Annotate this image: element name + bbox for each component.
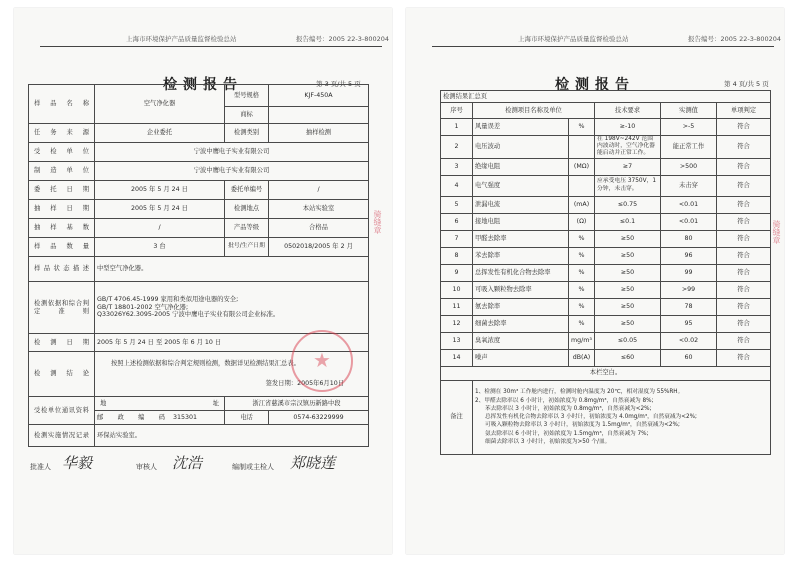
row-unit [569, 136, 595, 159]
row-judgement: 符合 [717, 349, 771, 366]
blank-note: 本栏空白。 [441, 366, 771, 380]
row-judgement: 符合 [717, 332, 771, 349]
row-measured: >99 [661, 281, 717, 298]
label-manufacturer: 制造单位 [29, 162, 95, 181]
row-judgement: 符合 [717, 196, 771, 213]
row-unit: mg/m³ [569, 332, 595, 349]
row-measured: <0.01 [661, 196, 717, 213]
summary-title: 检测结果汇总页 [441, 91, 771, 103]
row-judgement: 符合 [717, 298, 771, 315]
seam-stamp-left: 骑缝章 [373, 210, 382, 234]
label-test-type: 检测类别 [225, 124, 269, 143]
value-test-date: 2005 年 5 月 24 日 至 2005 年 6 月 10 日 [95, 334, 369, 352]
row-item: 总挥发性有机化合物去除率 [473, 264, 569, 281]
row-unit: % [569, 247, 595, 264]
row-requirement: ≥50 [595, 230, 661, 247]
value-entrust-no: / [269, 181, 369, 200]
approver-label: 批准人 [30, 463, 51, 471]
row-requirement: 在 198V~242V 范围内波动时，空气净化器能启动并正常工作。 [595, 136, 661, 159]
value-test-type: 抽样检测 [269, 124, 369, 143]
row-item: 绝缘电阻 [473, 158, 569, 175]
row-no: 5 [441, 196, 473, 213]
table-row [441, 349, 771, 366]
row-judgement: 符合 [717, 213, 771, 230]
row-requirement: ≤0.75 [595, 196, 661, 213]
table-row [441, 158, 771, 175]
table-row [441, 315, 771, 332]
conclusion-text: 按照上述检测依据和综合判定规则检测，数据详见检测结果汇总表。 [111, 360, 300, 368]
row-measured: 未击穿 [661, 175, 717, 196]
report-title: 检测报告 [163, 77, 243, 93]
label-test-date: 检测日期 [29, 334, 95, 352]
row-no: 6 [441, 213, 473, 230]
issue-date: 签发日期：2005年6月10日 [265, 380, 344, 387]
row-judgement: 符合 [717, 158, 771, 175]
row-unit: (MΩ) [569, 158, 595, 175]
row-unit: % [569, 264, 595, 281]
row-item: 泄漏电流 [473, 196, 569, 213]
value-basis [95, 282, 369, 334]
row-no: 8 [441, 247, 473, 264]
row-unit: dB(A) [569, 349, 595, 366]
col-header-measured: 实测值 [661, 103, 717, 119]
row-unit [569, 175, 595, 196]
value-address: 浙江省慈溪市宗汉镇历新路中段 [225, 397, 369, 411]
value-manufacturer: 宁波中鹰电子实业有限公司 [95, 162, 369, 181]
label-sample-name: 样品名称 [29, 85, 95, 124]
header-rule [40, 46, 382, 47]
remark-line: 总挥发性有机化合物去除率以 3 小时计，初始浓度为 4.0mg/m³，自然衰减为<2%; [485, 414, 697, 421]
label-entrust-date: 委托日期 [29, 181, 95, 200]
row-judgement: 符合 [717, 175, 771, 196]
row-unit: (mA) [569, 196, 595, 213]
header-rule [432, 46, 774, 47]
label-address: 地址 [95, 397, 225, 411]
remark-line: 氨去除率以 6 小时计，初始浓度为 1.5mg/m³，自然衰减为 7%; [485, 430, 649, 437]
page-number: 第 3 页/共 5 页 [316, 80, 361, 88]
col-header-item: 检测项目名称及单位 [473, 103, 595, 119]
remark-line: 细菌去除率以 3 小时计，初始浓度为>50 个/皿。 [485, 438, 611, 445]
row-item: 风量误差 [473, 119, 569, 136]
report-title: 检测报告 [555, 77, 635, 93]
remarks-text [473, 380, 771, 454]
label-sample-qty: 样品数量 [29, 238, 95, 257]
header-org: 上海市环境保护产品质量监督检验总站 [126, 35, 237, 43]
table-row [441, 196, 771, 213]
remark-line: 可吸入颗粒物去除率以 3 小时计，初始浓度为 1.5mg/m³，自然衰减为<2%; [485, 422, 680, 429]
row-measured: 99 [661, 264, 717, 281]
row-judgement: 符合 [717, 136, 771, 159]
label-product-grade: 产品等级 [225, 219, 269, 238]
remark-line: 1、检测在 30m³ 工作舱内进行，检测时舱内温度为 20℃，相对湿度为 55%RH。 [475, 389, 684, 396]
row-requirement: ≤0.1 [595, 213, 661, 230]
table-row [441, 213, 771, 230]
value-model: KJF-450A [269, 85, 369, 107]
basis-line-3: Q33026Y62.3095-2005 宁波中鹰电子实业有限公司企业标准。 [97, 311, 280, 319]
report-number: 报告编号：2005 22-3-800204 [688, 35, 782, 43]
editor-signature: 郑晓莲 [290, 454, 336, 472]
results-summary-table [440, 90, 771, 455]
value-remark: 环保站实验室。 [95, 425, 369, 447]
value-test-site: 本站实验室 [269, 200, 369, 219]
label-inspected-unit: 受检单位 [29, 143, 95, 162]
col-header-judgement: 单项判定 [717, 103, 771, 119]
label-model: 型号规格 [225, 85, 269, 107]
basis-line-2: GB/T 18801-2002 空气净化器; [97, 303, 189, 311]
row-requirement: 应承受电压 3750V，1 分钟，未击穿。 [595, 175, 661, 196]
row-measured: 能正常工作 [661, 136, 717, 159]
row-judgement: 符合 [717, 119, 771, 136]
table-row [441, 281, 771, 298]
row-item: 甲醛去除率 [473, 230, 569, 247]
label-sample-desc: 样品状态描述 [29, 257, 95, 282]
row-requirement: ≥50 [595, 315, 661, 332]
reviewer-label: 审核人 [136, 463, 157, 471]
remark-line: 苯去除率以 3 小时计，初始浓度为 0.8mg/m³，自然衰减为<2%; [485, 405, 652, 412]
row-no: 12 [441, 315, 473, 332]
row-no: 1 [441, 119, 473, 136]
postcode-cell [95, 411, 225, 425]
row-no: 4 [441, 175, 473, 196]
row-judgement: 符合 [717, 247, 771, 264]
label-contact: 受检单位通讯资料 [29, 397, 95, 425]
value-sample-name: 空气净化器 [95, 85, 225, 124]
row-item: 可吸入颗粒物去除率 [473, 281, 569, 298]
value-product-grade: 合格品 [269, 219, 369, 238]
table-row [441, 175, 771, 196]
table-row [441, 247, 771, 264]
row-no: 2 [441, 136, 473, 159]
row-no: 11 [441, 298, 473, 315]
row-judgement: 符合 [717, 315, 771, 332]
label-phone: 电话 [225, 411, 269, 425]
row-no: 13 [441, 332, 473, 349]
row-item: 电压波动 [473, 136, 569, 159]
row-measured: 95 [661, 315, 717, 332]
row-no: 14 [441, 349, 473, 366]
col-header-requirement: 技术要求 [595, 103, 661, 119]
row-judgement: 符合 [717, 281, 771, 298]
row-item: 苯去除率 [473, 247, 569, 264]
table-row [441, 298, 771, 315]
value-inspected-unit: 宁波中鹰电子实业有限公司 [95, 143, 369, 162]
header-org: 上海市环境保护产品质量监督检验总站 [518, 35, 629, 43]
row-item: 噪声 [473, 349, 569, 366]
seal-star-icon: ★ [313, 348, 331, 372]
row-unit: % [569, 315, 595, 332]
row-item: 臭氧浓度 [473, 332, 569, 349]
label-remark: 检测实施情况记录 [29, 425, 95, 447]
row-unit: (Ω) [569, 213, 595, 230]
results-body [441, 119, 771, 367]
row-no: 7 [441, 230, 473, 247]
row-requirement: ≥-10 [595, 119, 661, 136]
value-sample-base: / [95, 219, 225, 238]
label-test-site: 检测地点 [225, 200, 269, 219]
row-unit: % [569, 281, 595, 298]
page-number: 第 4 页/共 5 页 [724, 80, 769, 88]
label-task-source: 任务来源 [29, 124, 95, 143]
label-batch: 批号/生产日期 [225, 238, 269, 257]
row-no: 3 [441, 158, 473, 175]
table-row [441, 264, 771, 281]
table-row [441, 230, 771, 247]
approver-signature: 华毅 [62, 454, 93, 472]
label-postcode: 邮政编码 [97, 413, 165, 421]
value-brand [269, 107, 369, 124]
row-requirement: ≥50 [595, 264, 661, 281]
row-requirement: ≥50 [595, 247, 661, 264]
row-unit: % [569, 298, 595, 315]
value-batch: 0502018/2005 年 2 月 [269, 238, 369, 257]
value-sampling-date: 2005 年 5 月 24 日 [95, 200, 225, 219]
report-number: 报告编号：2005 22-3-800204 [296, 35, 390, 43]
row-measured: >500 [661, 158, 717, 175]
editor-label: 编制或主检人 [232, 463, 274, 471]
row-requirement: ≥50 [595, 298, 661, 315]
row-unit: % [569, 119, 595, 136]
row-measured: 78 [661, 298, 717, 315]
row-requirement: ≥7 [595, 158, 661, 175]
row-item: 细菌去除率 [473, 315, 569, 332]
sample-info-table [28, 84, 369, 447]
row-judgement: 符合 [717, 230, 771, 247]
row-item: 接地电阻 [473, 213, 569, 230]
label-conclusion: 检测结论 [29, 352, 95, 397]
row-measured: <0.01 [661, 213, 717, 230]
label-brand: 商标 [225, 107, 269, 124]
remarks-label: 备注 [441, 380, 473, 454]
row-requirement: ≥50 [595, 281, 661, 298]
row-item: 氨去除率 [473, 298, 569, 315]
remark-line: 2、甲醛去除率以 6 小时计，初始浓度为 0.8mg/m³，自然衰减为 8%; [475, 397, 654, 404]
label-basis: 检测依据和综合判定准则 [29, 282, 95, 334]
value-task-source: 企业委托 [95, 124, 225, 143]
row-measured: 80 [661, 230, 717, 247]
row-measured: >-5 [661, 119, 717, 136]
row-measured: 96 [661, 247, 717, 264]
value-postcode: 315301 [173, 413, 198, 421]
reviewer-signature: 沈浩 [172, 454, 203, 472]
label-sampling-date: 抽样日期 [29, 200, 95, 219]
row-no: 9 [441, 264, 473, 281]
table-row [441, 332, 771, 349]
table-row [441, 119, 771, 136]
value-entrust-date: 2005 年 5 月 24 日 [95, 181, 225, 200]
row-item: 电气强度 [473, 175, 569, 196]
label-entrust-no: 委托单编号 [225, 181, 269, 200]
row-no: 10 [441, 281, 473, 298]
row-judgement: 符合 [717, 264, 771, 281]
row-requirement: ≤60 [595, 349, 661, 366]
official-seal [291, 330, 353, 392]
table-row [441, 136, 771, 159]
value-phone: 0574-63229999 [269, 411, 369, 425]
row-unit: % [569, 230, 595, 247]
label-sample-base: 抽样基数 [29, 219, 95, 238]
col-header-no: 序号 [441, 103, 473, 119]
row-measured: <0.02 [661, 332, 717, 349]
seam-stamp-right: 骑缝章 [772, 220, 781, 244]
value-sample-desc: 中型空气净化器。 [95, 257, 369, 282]
basis-line-1: GB/T 4706.45-1999 家用和类似用途电器的安全; [97, 295, 239, 303]
row-requirement: ≤0.05 [595, 332, 661, 349]
row-measured: 60 [661, 349, 717, 366]
value-sample-qty: 3 台 [95, 238, 225, 257]
